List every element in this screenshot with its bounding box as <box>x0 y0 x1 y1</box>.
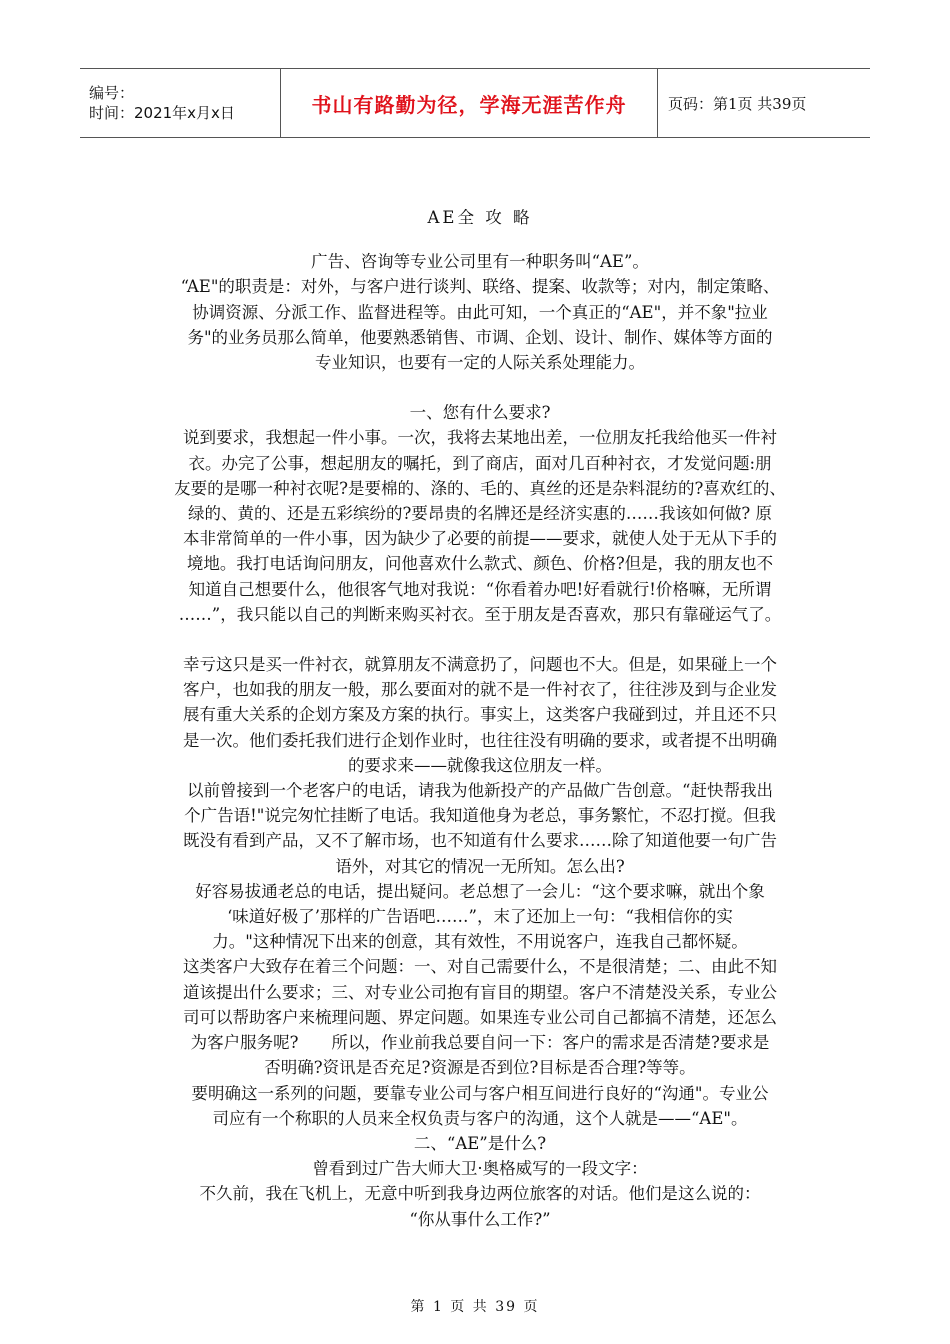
motto: 书山有路勤为径，学海无涯苦作舟 <box>311 92 627 117</box>
text-line: 务"的业务员那么简单，他要熟悉销售、市调、企划、设计、制作、媒体等方面的 <box>187 327 773 347</box>
text-line: 既没有看到产品，又不了解市场，也不知道有什么要求……除了知道他要一句广告 <box>183 831 777 851</box>
page-info: 页码：第1页 共39页 <box>668 94 807 113</box>
text-line: ‘味道好极了’那样的广告语吧……”，末了还加上一句：“我相信你的实 <box>227 907 733 927</box>
text-line: ……”，我只能以自己的判断来购买衬衣。至于朋友是否喜欢，那只有靠碰运气了。 <box>178 604 782 624</box>
text-line: “你从事什么工作?” <box>409 1209 551 1229</box>
document-body <box>140 205 820 1232</box>
text-line: 说到要求，我想起一件小事。一次，我将去某地出差，一位朋友托我给他买一件衬 <box>183 428 777 448</box>
text-line: 道该提出什么要求；三、对专业公司抱有盲目的期望。客户不清楚没关系，专业公 <box>183 982 777 1002</box>
text-line: 要明确这一系列的问题，要靠专业公司与客户相互间进行良好的“沟通"。专业公 <box>191 1083 769 1103</box>
text-line: 知道自己想要什么，他很客气地对我说：“你看着办吧!好看就行!价格嘛，无所谓 <box>188 579 772 599</box>
text-line: 客户，也如我的朋友一般，那么要面对的就不是一件衬衣了，往往涉及到与企业发 <box>183 680 777 700</box>
text-line: 协调资源、分派工作、监督进程等。由此可知，一个真正的“AE"，并不象"拉业 <box>192 302 768 322</box>
document-title: AE全 攻 略 <box>427 208 533 227</box>
text-line: 境地。我打电话询问朋友，问他喜欢什么款式、颜色、价格?但是，我的朋友也不 <box>186 554 774 574</box>
text-line: 友要的是哪一种衬衣呢?是要棉的、涤的、毛的、真丝的还是杂料混纺的?喜欢红的、 <box>174 478 786 498</box>
blank-line <box>140 375 820 400</box>
header-page-info <box>658 69 870 137</box>
text-line: 曾看到过广告大师大卫·奥格威写的一段文字： <box>312 1159 648 1179</box>
page-footer: 第 1 页 共 39 页 <box>410 1299 540 1315</box>
text-line: 二、“AE”是什么? <box>413 1133 547 1153</box>
text-line: “AE"的职责是：对外，与客户进行谈判、联络、提案、收款等；对内，制定策略、 <box>180 277 780 297</box>
number-label: 编号： <box>89 84 135 102</box>
text-line: 以前曾接到一个老客户的电话，请我为他新投产的产品做广告创意。“赶快帮我出 <box>187 781 773 801</box>
text-line: 是一次。他们委托我们进行企划作业时，也往往没有明确的要求，或者提不出明确 <box>183 730 777 750</box>
date-line: 时间：2021年x月x日 <box>89 104 235 122</box>
text-line: 衣。办完了公事，想起朋友的嘱托，到了商店，面对几百种衬衣，才发觉问题:朋 <box>188 453 772 473</box>
text-line: 司应有一个称职的人员来全权负责与客户的沟通，这个人就是——“AE"。 <box>212 1108 748 1128</box>
text-line: 的要求来——就像我这位朋友一样。 <box>348 755 612 775</box>
text-line: 语外，对其它的情况一无所知。怎么出? <box>335 856 625 876</box>
page-header <box>80 68 870 138</box>
text-line: 个广告语!"说完匆忙挂断了电话。我知道他身为老总，事务繁忙，不忍打搅。但我 <box>184 806 776 826</box>
header-motto-cell <box>281 69 658 137</box>
header-meta <box>80 69 281 137</box>
text-line: 专业知识，也要有一定的人际关系处理能力。 <box>315 353 645 373</box>
blank-line <box>140 627 820 652</box>
text-line: 为客户服务呢? 所以，作业前我总要自问一下：客户的需求是否清楚?要求是 <box>190 1033 770 1053</box>
text-line: 幸亏这只是买一件衬衣，就算朋友不满意扔了，问题也不大。但是，如果碰上一个 <box>183 655 777 675</box>
text-line: 不久前，我在飞机上，无意中听到我身边两位旅客的对话。他们是这么说的： <box>199 1184 761 1204</box>
text-line: 本非常简单的一件小事，因为缺少了必要的前提——要求，就使人处于无从下手的 <box>183 529 777 549</box>
document-lines <box>140 249 820 1232</box>
text-line: 绿的、黄的、还是五彩缤纷的?要昂贵的名牌还是经济实惠的……我该如何做? 原 <box>188 504 772 524</box>
text-line: 一、您有什么要求? <box>409 403 551 423</box>
text-line: 这类客户大致存在着三个问题：一、对自己需要什么，不是很清楚；二、由此不知 <box>183 957 777 977</box>
text-line: 司可以帮助客户来梳理问题、界定问题。如果连专业公司自己都搞不清楚，还怎么 <box>183 1007 777 1027</box>
text-line: 力。"这种情况下出来的创意，其有效性，不用说客户，连我自己都怀疑。 <box>212 932 748 952</box>
text-line: 否明确?资讯是否充足?资源是否到位?目标是否合理?等等。 <box>264 1058 696 1078</box>
text-line: 展有重大关系的企划方案及方案的执行。事实上，这类客户我碰到过，并且还不只 <box>183 705 777 725</box>
text-line: 广告、咨询等专业公司里有一种职务叫“AE”。 <box>311 252 649 272</box>
text-line: 好容易拔通老总的电话，提出疑问。老总想了一会儿：“这个要求嘛，就出个象 <box>195 881 765 901</box>
